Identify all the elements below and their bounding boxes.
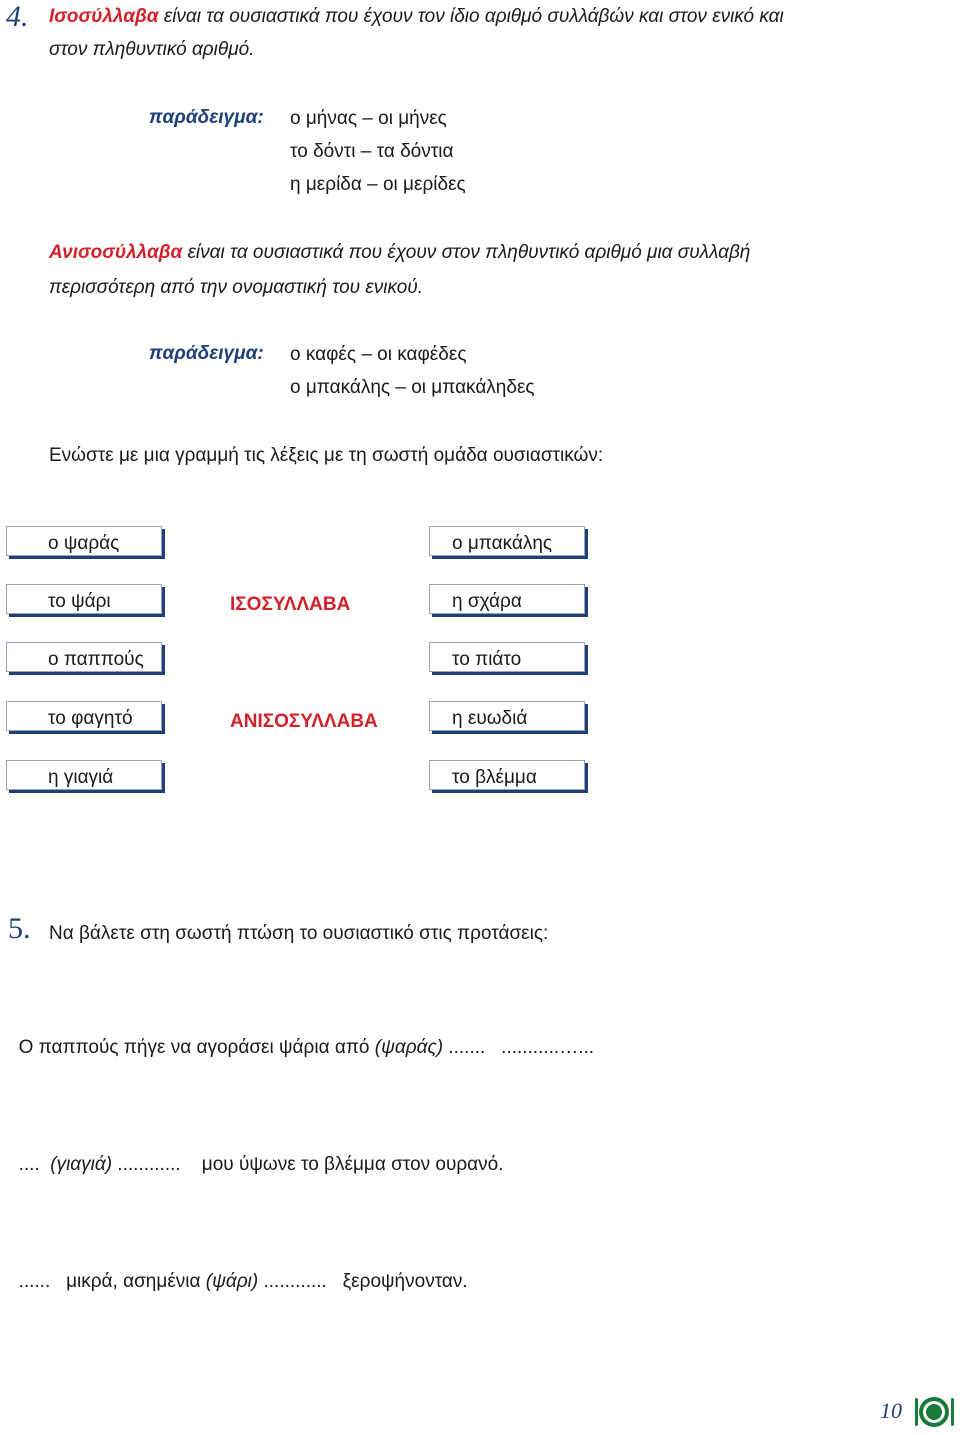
example-label-2: παράδειγμα: bbox=[149, 343, 264, 364]
exercise-number-5: 5. bbox=[8, 912, 31, 945]
example-item: ο μήνας – οι μήνες bbox=[290, 108, 447, 129]
word-box-right[interactable] bbox=[429, 584, 585, 614]
word-box-left[interactable] bbox=[6, 701, 162, 731]
example-item: η μερίδα – οι μερίδες bbox=[290, 174, 466, 195]
term-isosyllabic: Ισοσύλλαβα bbox=[49, 6, 159, 27]
noun-hint: (ψαράς) bbox=[374, 1037, 444, 1058]
matching-instruction: Ενώστε με μια γραμμή τις λέξεις με τη σωστή ομάδα ουσιαστικών: bbox=[49, 445, 604, 466]
sentence-1 bbox=[8, 1015, 594, 1059]
word-box-right[interactable] bbox=[429, 760, 585, 790]
sentence-3 bbox=[8, 1249, 468, 1293]
word-label: ο ψαράς bbox=[48, 533, 120, 554]
category-isosyllabic[interactable]: ΙΣΟΣΥΛΛΑΒΑ bbox=[230, 594, 351, 615]
definition-isosyllabic-rest: είναι τα ουσιαστικά που έχουν τον ίδιο αριθμό συλλάβών και στον ενικό και bbox=[158, 6, 784, 27]
example-item: το δόντι – τα δόντια bbox=[290, 141, 454, 162]
word-label: το βλέμμα bbox=[452, 767, 537, 788]
word-label: η γιαγιά bbox=[48, 767, 114, 788]
definition-isosyllabic bbox=[49, 0, 949, 34]
word-label: το ψάρι bbox=[48, 591, 111, 612]
word-box-left[interactable] bbox=[6, 642, 162, 672]
term-anisosyllabic: Ανισοσύλλαβα bbox=[49, 242, 183, 263]
word-box-right[interactable] bbox=[429, 701, 585, 731]
word-label: το πιάτο bbox=[452, 649, 522, 670]
noun-hint: (γιαγιά) bbox=[50, 1154, 113, 1175]
example-label-1: παράδειγμα: bbox=[149, 107, 264, 128]
sentence-2 bbox=[8, 1132, 504, 1176]
word-box-left[interactable] bbox=[6, 760, 162, 790]
sentence-text: ............ μου ύψωνε το βλέμμα στον ουρανό. bbox=[112, 1154, 504, 1175]
page-number: 10 bbox=[880, 1398, 902, 1423]
noun-hint: (ψάρι) bbox=[205, 1271, 259, 1292]
word-label: η ευωδιά bbox=[452, 708, 528, 729]
sentence-text: Ο παππούς πήγε να αγοράσει ψάρια από bbox=[18, 1037, 375, 1058]
word-box-right[interactable] bbox=[429, 526, 585, 556]
example-item: ο μπακάλης – οι μπακάληδες bbox=[290, 377, 535, 398]
case-instruction: Να βάλετε στη σωστή πτώση το ουσιαστικό στις προτάσεις: bbox=[49, 923, 549, 944]
definition-isosyllabic-line2: στον πληθυντικό αριθμό. bbox=[49, 39, 255, 60]
word-label: ο παππούς bbox=[48, 649, 144, 670]
sentence-text: ............ ξεροψήνονταν. bbox=[258, 1271, 468, 1292]
answer-blank[interactable]: ....... ...........…... bbox=[443, 1037, 595, 1058]
word-box-left[interactable] bbox=[6, 584, 162, 614]
definition-anisosyllabic bbox=[49, 236, 949, 270]
definition-anisosyllabic-line2: περισσότερη από την ονομαστική του ενικού. bbox=[49, 277, 424, 298]
definition-anisosyllabic-rest: είναι τα ουσιαστικά που έχουν στον πληθυντικό αριθμό μια συλλαβή bbox=[182, 242, 751, 263]
plate-cutlery-icon bbox=[912, 1394, 956, 1430]
word-label: το φαγητό bbox=[48, 708, 133, 729]
word-box-right[interactable] bbox=[429, 642, 585, 672]
category-anisosyllabic[interactable]: ΑΝΙΣΟΣΥΛΛΑΒΑ bbox=[230, 711, 378, 732]
answer-blank[interactable]: .... bbox=[18, 1154, 51, 1175]
word-label: η σχάρα bbox=[452, 591, 522, 612]
exercise-number-4: 4. bbox=[6, 0, 29, 33]
word-box-left[interactable] bbox=[6, 526, 162, 556]
word-label: ο μπακάλης bbox=[452, 533, 553, 554]
sentence-text: ...... μικρά, ασημένια bbox=[18, 1271, 206, 1292]
example-item: ο καφές – οι καφέδες bbox=[290, 344, 467, 365]
